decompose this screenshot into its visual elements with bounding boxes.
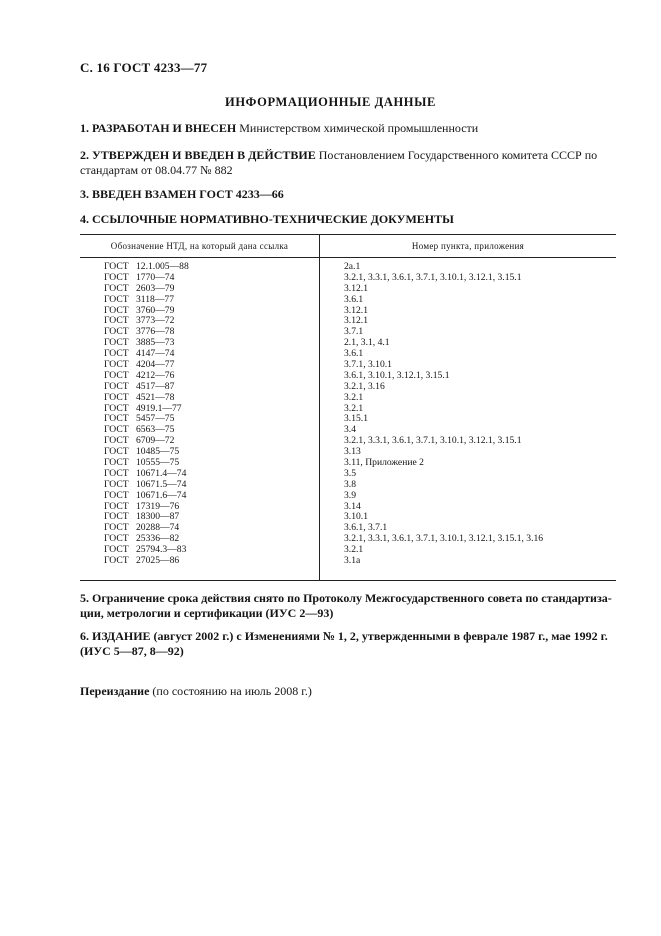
clause-reference: 3.2.1, 3.3.1, 3.6.1, 3.7.1, 3.10.1, 3.12.1, 3.15.1 (344, 271, 522, 283)
item-heading: Ограничение срока действия снято по Протоколу Межгосударственного совета по стандартиза-ции, метрологии и сертификации (ИУС 2—93) (80, 591, 612, 620)
reprint-note (80, 684, 312, 699)
gost-number: 25794.3—83 (136, 544, 187, 556)
gost-prefix: ГОСТ (104, 348, 129, 360)
gost-number: 3760—79 (136, 304, 175, 316)
clause-reference: 3.2.1, 3.3.1, 3.6.1, 3.7.1, 3.10.1, 3.12.1, 3.15.1, 3.16 (344, 533, 544, 545)
clause-reference: 3.4 (344, 424, 356, 436)
clause-reference: 3.15.1 (344, 413, 368, 425)
gost-number: 25336—82 (136, 533, 180, 545)
gost-prefix: ГОСТ (104, 457, 129, 469)
gost-prefix: ГОСТ (104, 402, 129, 414)
clause-reference: 3.8 (344, 478, 356, 490)
clause-reference: 3.9 (344, 489, 356, 501)
clause-reference: 3.1а (344, 555, 361, 567)
table-row (80, 491, 616, 502)
item-text: Министерством химической промышленности (236, 121, 479, 135)
table-row (80, 393, 616, 404)
gost-prefix: ГОСТ (104, 478, 129, 490)
gost-number: 4521—78 (136, 391, 175, 403)
item-heading: ССЫЛОЧНЫЕ НОРМАТИВНО-ТЕХНИЧЕСКИЕ ДОКУМЕНТЫ (92, 212, 454, 226)
item-number: 2. (80, 148, 89, 162)
info-item-5 (80, 591, 616, 621)
clause-reference: 3.14 (344, 500, 361, 512)
clause-reference: 3.7.1, 3.10.1 (344, 359, 392, 371)
clause-reference: 3.6.1, 3.7.1 (344, 522, 388, 534)
gost-number: 10671.5—74 (136, 478, 187, 490)
gost-number: 3776—78 (136, 326, 175, 338)
clause-reference: 3.2.1, 3.3.1, 3.6.1, 3.7.1, 3.10.1, 3.12.1, 3.15.1 (344, 435, 522, 447)
gost-prefix: ГОСТ (104, 446, 129, 458)
clause-reference: 3.12.1 (344, 282, 368, 294)
gost-number: 18300—87 (136, 511, 180, 523)
item-text: Постановлением Государственного комитета СССР по стандартам от 08.04.77 № 882 (80, 148, 598, 177)
gost-prefix: ГОСТ (104, 380, 129, 392)
gost-prefix: ГОСТ (104, 315, 129, 327)
item-number: 6. (80, 629, 89, 643)
gost-prefix: ГОСТ (104, 435, 129, 447)
gost-prefix: ГОСТ (104, 544, 129, 556)
info-item-4 (80, 212, 616, 227)
table-body (80, 262, 616, 567)
gost-number: 3885—73 (136, 337, 175, 349)
page-header: С. 16 ГОСТ 4233—77 (80, 60, 208, 75)
gost-prefix: ГОСТ (104, 369, 129, 381)
info-item-1 (80, 121, 616, 136)
gost-prefix: ГОСТ (104, 391, 129, 403)
gost-number: 1770—74 (136, 271, 175, 283)
clause-reference: 3.5 (344, 467, 356, 479)
gost-number: 6563—75 (136, 424, 175, 436)
gost-number: 3773—72 (136, 315, 175, 327)
clause-reference: 2.1, 3.1, 4.1 (344, 337, 390, 349)
document-title: ИНФОРМАЦИОННЫЕ ДАННЫЕ (225, 95, 436, 109)
gost-number: 4147—74 (136, 348, 175, 360)
clause-reference: 2а.1 (344, 261, 361, 272)
gost-prefix: ГОСТ (104, 533, 129, 545)
clause-reference: 3.2.1, 3.16 (344, 380, 385, 392)
item-number: 1. (80, 121, 89, 135)
clause-reference: 3.6.1 (344, 293, 364, 305)
gost-number: 10671.4—74 (136, 467, 187, 479)
item-heading: ИЗДАНИЕ (август 2002 г.) с Изменениями № 1, 2, утвержденными в феврале 1987 г., мае 1992 г. (ИУС 5—87, 8—92) (80, 629, 608, 658)
reference-documents-table (80, 234, 616, 581)
item-number: 3. (80, 187, 89, 201)
clause-reference: 3.11, Приложение 2 (344, 457, 424, 469)
table-row (80, 556, 616, 567)
info-item-6 (80, 629, 616, 659)
gost-prefix: ГОСТ (104, 467, 129, 479)
item-number: 5. (80, 591, 89, 605)
gost-number: 12.1.005—88 (136, 261, 189, 272)
gost-number: 6709—72 (136, 435, 175, 447)
gost-prefix: ГОСТ (104, 489, 129, 501)
gost-number: 3118—77 (136, 293, 175, 305)
item-heading: ВВЕДЕН ВЗАМЕН ГОСТ 4233—66 (92, 187, 284, 201)
clause-reference: 3.6.1 (344, 348, 364, 360)
gost-number: 2603—79 (136, 282, 175, 294)
gost-prefix: ГОСТ (104, 271, 129, 283)
item-number: 4. (80, 212, 89, 226)
table-row (80, 295, 616, 306)
gost-number: 4517—87 (136, 380, 175, 392)
gost-number: 17319—76 (136, 500, 180, 512)
gost-number: 10485—75 (136, 446, 180, 458)
clause-reference: 3.12.1 (344, 304, 368, 316)
gost-prefix: ГОСТ (104, 500, 129, 512)
info-item-2 (80, 148, 616, 178)
item-heading: УТВЕРЖДЕН И ВВЕДЕН В ДЕЙСТВИЕ (92, 148, 316, 162)
gost-number: 10555—75 (136, 457, 180, 469)
column-header-designation: Обозначение НТД, на который дана ссылка (110, 241, 289, 251)
item-heading: РАЗРАБОТАН И ВНЕСЕН (92, 121, 237, 135)
gost-number: 4204—77 (136, 359, 175, 371)
header-divider (80, 257, 616, 258)
gost-prefix: ГОСТ (104, 326, 129, 338)
gost-prefix: ГОСТ (104, 424, 129, 436)
gost-prefix: ГОСТ (104, 293, 129, 305)
gost-prefix: ГОСТ (104, 522, 129, 534)
clause-reference: 3.7.1 (344, 326, 364, 338)
gost-prefix: ГОСТ (104, 413, 129, 425)
info-item-3 (80, 187, 616, 202)
gost-prefix: ГОСТ (104, 337, 129, 349)
clause-reference: 3.2.1 (344, 402, 364, 414)
reprint-text: (по состоянию на июль 2008 г.) (149, 684, 312, 698)
gost-prefix: ГОСТ (104, 261, 129, 272)
clause-reference: 3.2.1 (344, 391, 364, 403)
gost-prefix: ГОСТ (104, 555, 129, 567)
gost-prefix: ГОСТ (104, 304, 129, 316)
column-header-clause: Номер пункта, приложения (411, 241, 525, 251)
gost-number: 10671.6—74 (136, 489, 187, 501)
gost-prefix: ГОСТ (104, 511, 129, 523)
clause-reference: 3.6.1, 3.10.1, 3.12.1, 3.15.1 (344, 369, 450, 381)
gost-number: 27025—86 (136, 555, 180, 567)
reprint-label: Переиздание (80, 684, 150, 698)
gost-number: 4919.1—77 (136, 402, 182, 414)
clause-reference: 3.12.1 (344, 315, 368, 327)
gost-number: 4212—76 (136, 369, 175, 381)
gost-prefix: ГОСТ (104, 282, 129, 294)
gost-number: 5457—75 (136, 413, 175, 425)
clause-reference: 3.2.1 (344, 544, 364, 556)
clause-reference: 3.10.1 (344, 511, 368, 523)
clause-reference: 3.13 (344, 446, 361, 458)
gost-number: 20288—74 (136, 522, 180, 534)
gost-prefix: ГОСТ (104, 359, 129, 371)
